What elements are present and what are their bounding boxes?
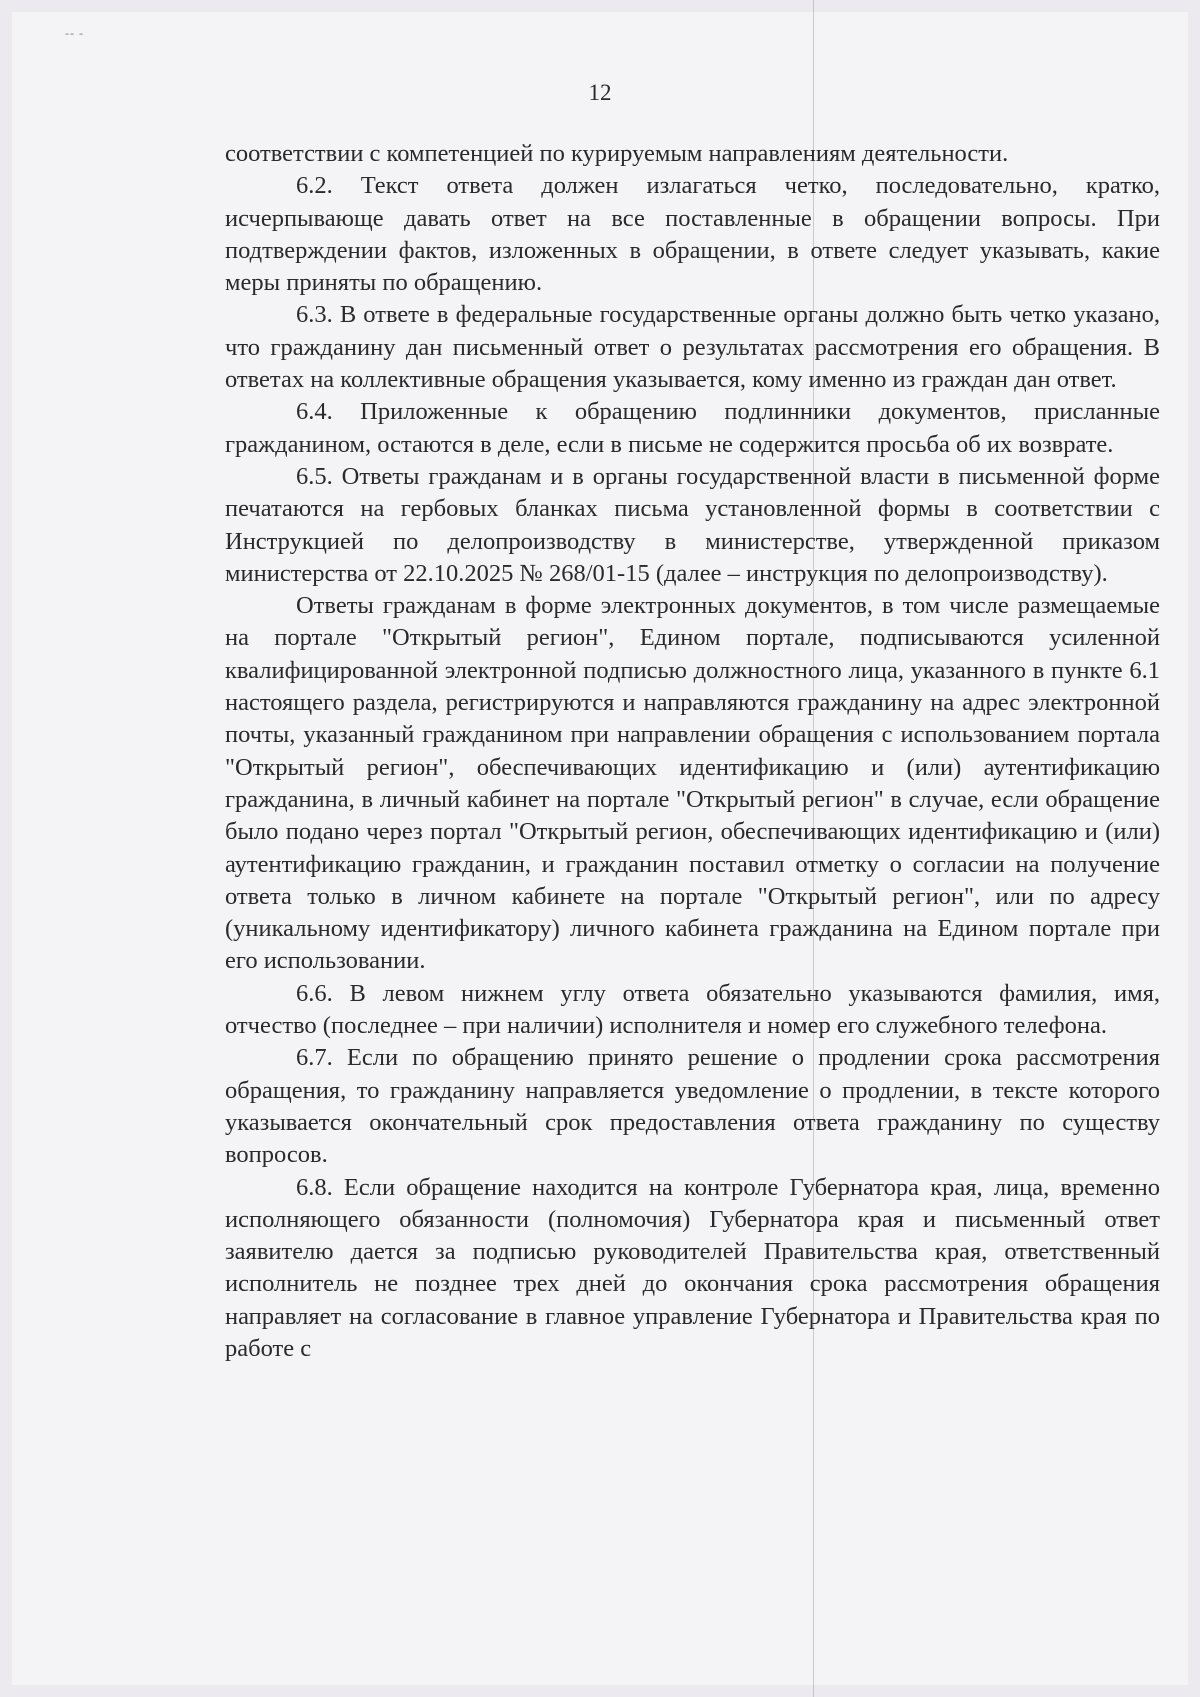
page-number: 12: [588, 80, 612, 105]
paragraph-6-2: 6.2. Текст ответа должен излагаться четко, последовательно, кратко, исчерпывающе давать ответ на все поставленные в обращении вопросы. При подтверждении фактов, изложенных в обращении, в ответе следует указывать, какие меры приняты по обращению.: [225, 172, 1160, 297]
paragraph-6-8: 6.8. Если обращение находится на контроле Губернатора края, лица, временно исполняющего обязанности (полномочия) Губернатора края и письменный ответ заявителю дается за подписью руководителей Правительства края, ответственный исполнитель не позднее трех дней до окончания срока рассмотрения обращения направляет на согласование в главное управление Губернатора и Правительства края по работе с: [225, 1173, 1160, 1362]
paragraph-6-6: 6.6. В левом нижнем углу ответа обязательно указываются фамилия, имя, отчество (последнее – при наличии) исполнителя и номер его служебного телефона.: [225, 979, 1160, 1040]
paragraph-6-4: 6.4. Приложенные к обращению подлинники документов, присланные гражданином, остаются в деле, если в письме не содержится просьба об их возврате.: [225, 398, 1160, 458]
paragraph-6-3: 6.3. В ответе в федеральные государственные органы должно быть четко указано, что гражданину дан письменный ответ о результатах рассмотрения его обращения. В ответах на коллективные обращения указывается, кому именно из граждан дан ответ.: [225, 301, 1160, 394]
scan-mark: -- -: [65, 26, 84, 40]
paragraph-electronic-answers: Ответы гражданам в форме электронных документов, в том числе размещаемые на портале "Открытый регион", Едином портале, подписываются усиленной квалифицированной электронной подписью должностного лица, указанного в пункте 6.1 настоящего раздела, регистрируются и направляются гражданину на адрес электронной почты, указанный гражданином при направлении обращения с использованием портала "Открытый регион", обеспечивающих идентификацию и (или) аутентификацию гражданина, в личный кабинет на портале "Открытый регион" в случае, если обращение было подано через портал "Открытый регион, обеспечивающих идентификацию и (или) аутентификацию гражданин, и гражданин поставил отметку о согласии на получение ответа только в личном кабинете на портале "Открытый регион", или по адресу (уникальному идентификатору) личного кабинета гражданина на Едином портале при его использовании.: [225, 592, 1160, 975]
document-body: [225, 138, 1160, 1365]
paragraph-6-7: 6.7. Если по обращению принято решение о продлении срока рассмотрения обращения, то гражданину направляется уведомление о продлении, в тексте которого указывается окончательный срок предоставления ответа гражданину по существу вопросов.: [225, 1044, 1160, 1169]
paragraph-continuation: соответствии с компетенцией по курируемым направлениям деятельности.: [225, 140, 1009, 167]
paragraph-6-5: 6.5. Ответы гражданам и в органы государственной власти в письменной форме печатаются на гербовых бланках письма установленной формы в соответствии с Инструкцией по делопроизводству в министерстве, утвержденной приказом министерства от 22.10.2025 № 268/01-15 (далее – инструкция по делопроизводству).: [225, 462, 1160, 587]
